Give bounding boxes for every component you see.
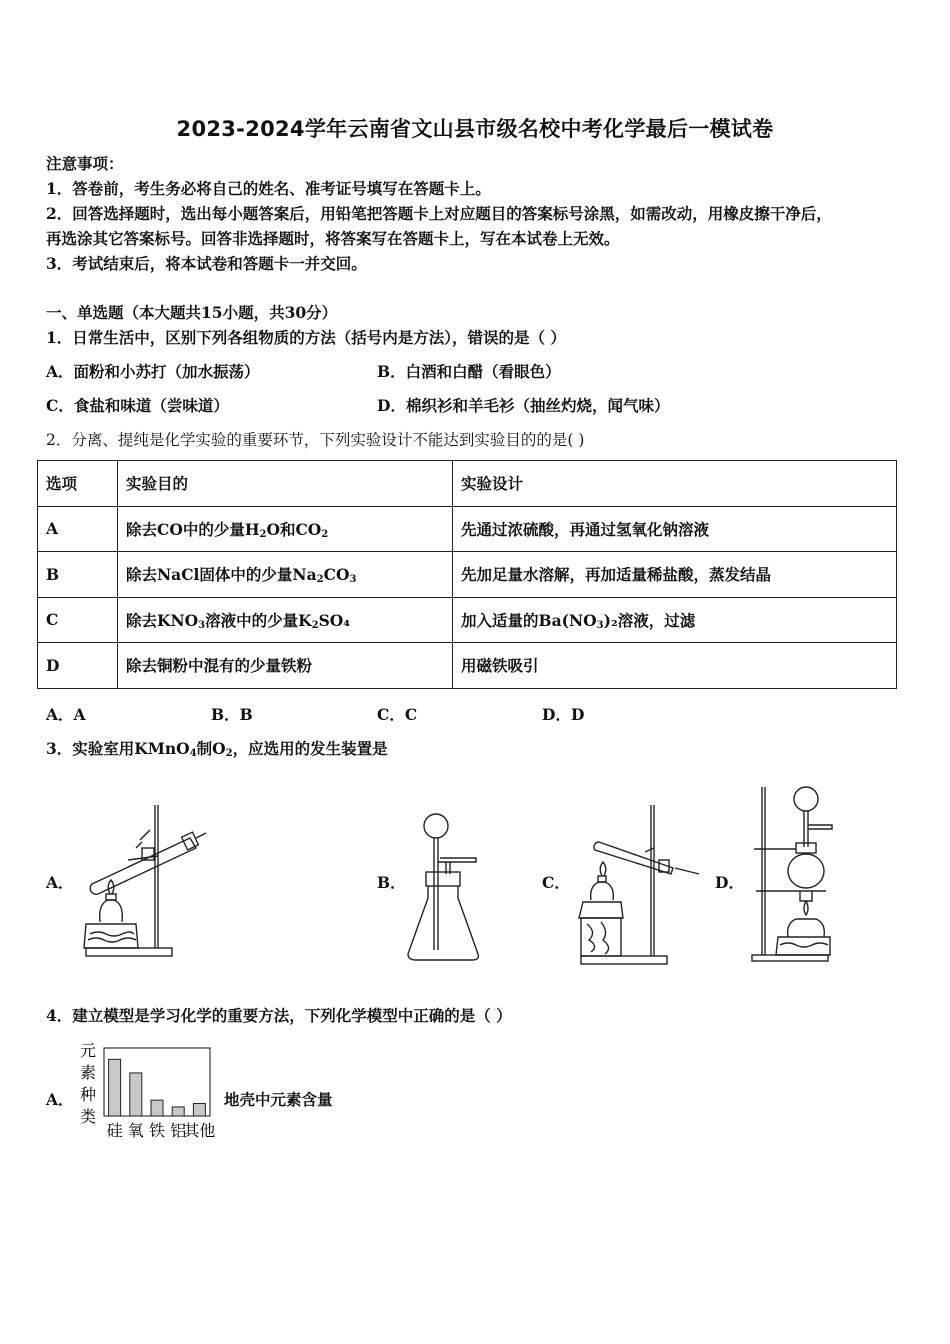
page-title: 2023-2024学年云南省文山县市级名校中考化学最后一模试卷 [176,117,774,141]
table-cell-purpose: 除去CO中的少量$H_2O$和$CO_2$ [118,506,453,552]
table-row [38,552,897,598]
y-label-char: 元 [79,1041,97,1060]
table-cell-option: B [38,552,118,598]
q3-label-a[interactable]: A． [46,873,74,892]
table-row [38,597,897,643]
q2-answer-d[interactable]: D．D [542,705,585,724]
apparatus-d-illustration [748,785,838,965]
table-cell-purpose: 除去铜粉中混有的少量铁粉 [118,643,453,689]
notice-heading: 注意事项： [46,154,124,173]
x-tick-label: 氧 [127,1121,144,1140]
table-row [38,506,897,552]
table-cell-design: 加入适量的$Ba(NO_3)_2$溶液，过滤 [453,597,897,643]
x-tick-label: 铝 [170,1121,187,1140]
x-tick-label: 铁 [148,1121,166,1140]
q1-option-b[interactable]: B．白酒和白醋（看眼色） [377,362,561,381]
q3-label-d[interactable]: D． [715,873,744,892]
x-tick-labels [107,1121,216,1140]
y-label-char: 类 [79,1107,97,1126]
section-heading: 一、单选题（本大题共15小题，共30分） [46,303,338,322]
q2-stem: 2．分离、提纯是化学实验的重要环节，下列实验设计不能达到实验目的的是( ) [46,431,585,449]
notice-item-3: 3．考试结束后，将本试卷和答题卡一并交回。 [46,254,367,273]
q4-stem: 4．建立模型是学习化学的重要方法，下列化学模型中正确的是（ ） [46,1006,512,1025]
table-cell-option: A [38,506,118,552]
q2-answer-b[interactable]: B．B [211,705,253,724]
table-cell-design: 先加足量水溶解，再加适量稀盐酸，蒸发结晶 [453,552,897,598]
x-tick-label: 其他 [183,1121,216,1140]
notice-item-1: 1．答卷前，考生务必将自己的姓名、准考证号填写在答题卡上。 [46,179,491,198]
table-header-cell: 实验目的 [118,461,453,507]
bar-氧 [130,1073,142,1116]
table-cell-purpose: 除去$KNO_3$溶液中的少量$K_2SO_4$ [118,597,453,643]
q1-stem: 1．日常生活中，区别下列各组物质的方法（括号内是方法），错误的是（ ） [46,328,566,347]
bar-铁 [151,1100,163,1116]
y-label-char: 素 [79,1063,97,1082]
q3-stem: 3．实验室用KMnO$_4$制$O_2$，应选用的发生装置是 [46,739,388,759]
experiment-table [37,460,897,689]
q4-option-a-caption: 地壳中元素含量 [224,1090,333,1109]
apparatus-c-illustration [575,800,705,970]
q1-option-d[interactable]: D．棉织衫和羊毛衫（抽丝灼烧，闻气味） [377,396,670,415]
notice-item-2: 2．回答选择题时，选出每小题答案后，用铅笔把答题卡上对应题目的答案标号涂黑，如需改动，用橡皮擦干净后， [46,204,832,223]
table-cell-option: C [38,597,118,643]
y-axis-label [80,1041,96,1126]
q2-answer-a[interactable]: A．A [46,705,86,724]
bar-其他 [193,1104,205,1116]
bar-硅 [109,1059,121,1116]
notice-item-2-cont: 再选涂其它答案标号。回答非选择题时，将答案写在答题卡上，写在本试卷上无效。 [46,229,620,248]
table-cell-design: 用磁铁吸引 [453,643,897,689]
chart-bars [109,1059,206,1116]
q1-option-a[interactable]: A．面粉和小苏打（加水振荡） [46,362,260,381]
table-cell-purpose: 除去NaCl固体中的少量$Na_2CO_3$ [118,552,453,598]
q3-label-b[interactable]: B． [377,873,406,892]
q2-answer-c[interactable]: C．C [377,705,418,724]
q3-label-c[interactable]: C． [542,873,570,892]
apparatus-b-illustration [400,810,510,970]
table-cell-design: 先通过浓硫酸，再通过氢氧化钠溶液 [453,506,897,552]
y-label-char: 种 [79,1085,97,1104]
apparatus-a-illustration [78,800,218,965]
q1-option-c[interactable]: C．食盐和味道（尝味道） [46,396,229,415]
q4-option-a-label[interactable]: A． [46,1090,74,1109]
q4-element-bar-chart [76,1038,221,1140]
table-header-cell: 选项 [38,461,118,507]
x-tick-label: 硅 [106,1121,123,1140]
table-row [38,643,897,689]
table-cell-option: D [38,643,118,689]
table-header-cell: 实验设计 [453,461,897,507]
table-header-row [38,461,897,507]
bar-铝 [172,1107,184,1116]
